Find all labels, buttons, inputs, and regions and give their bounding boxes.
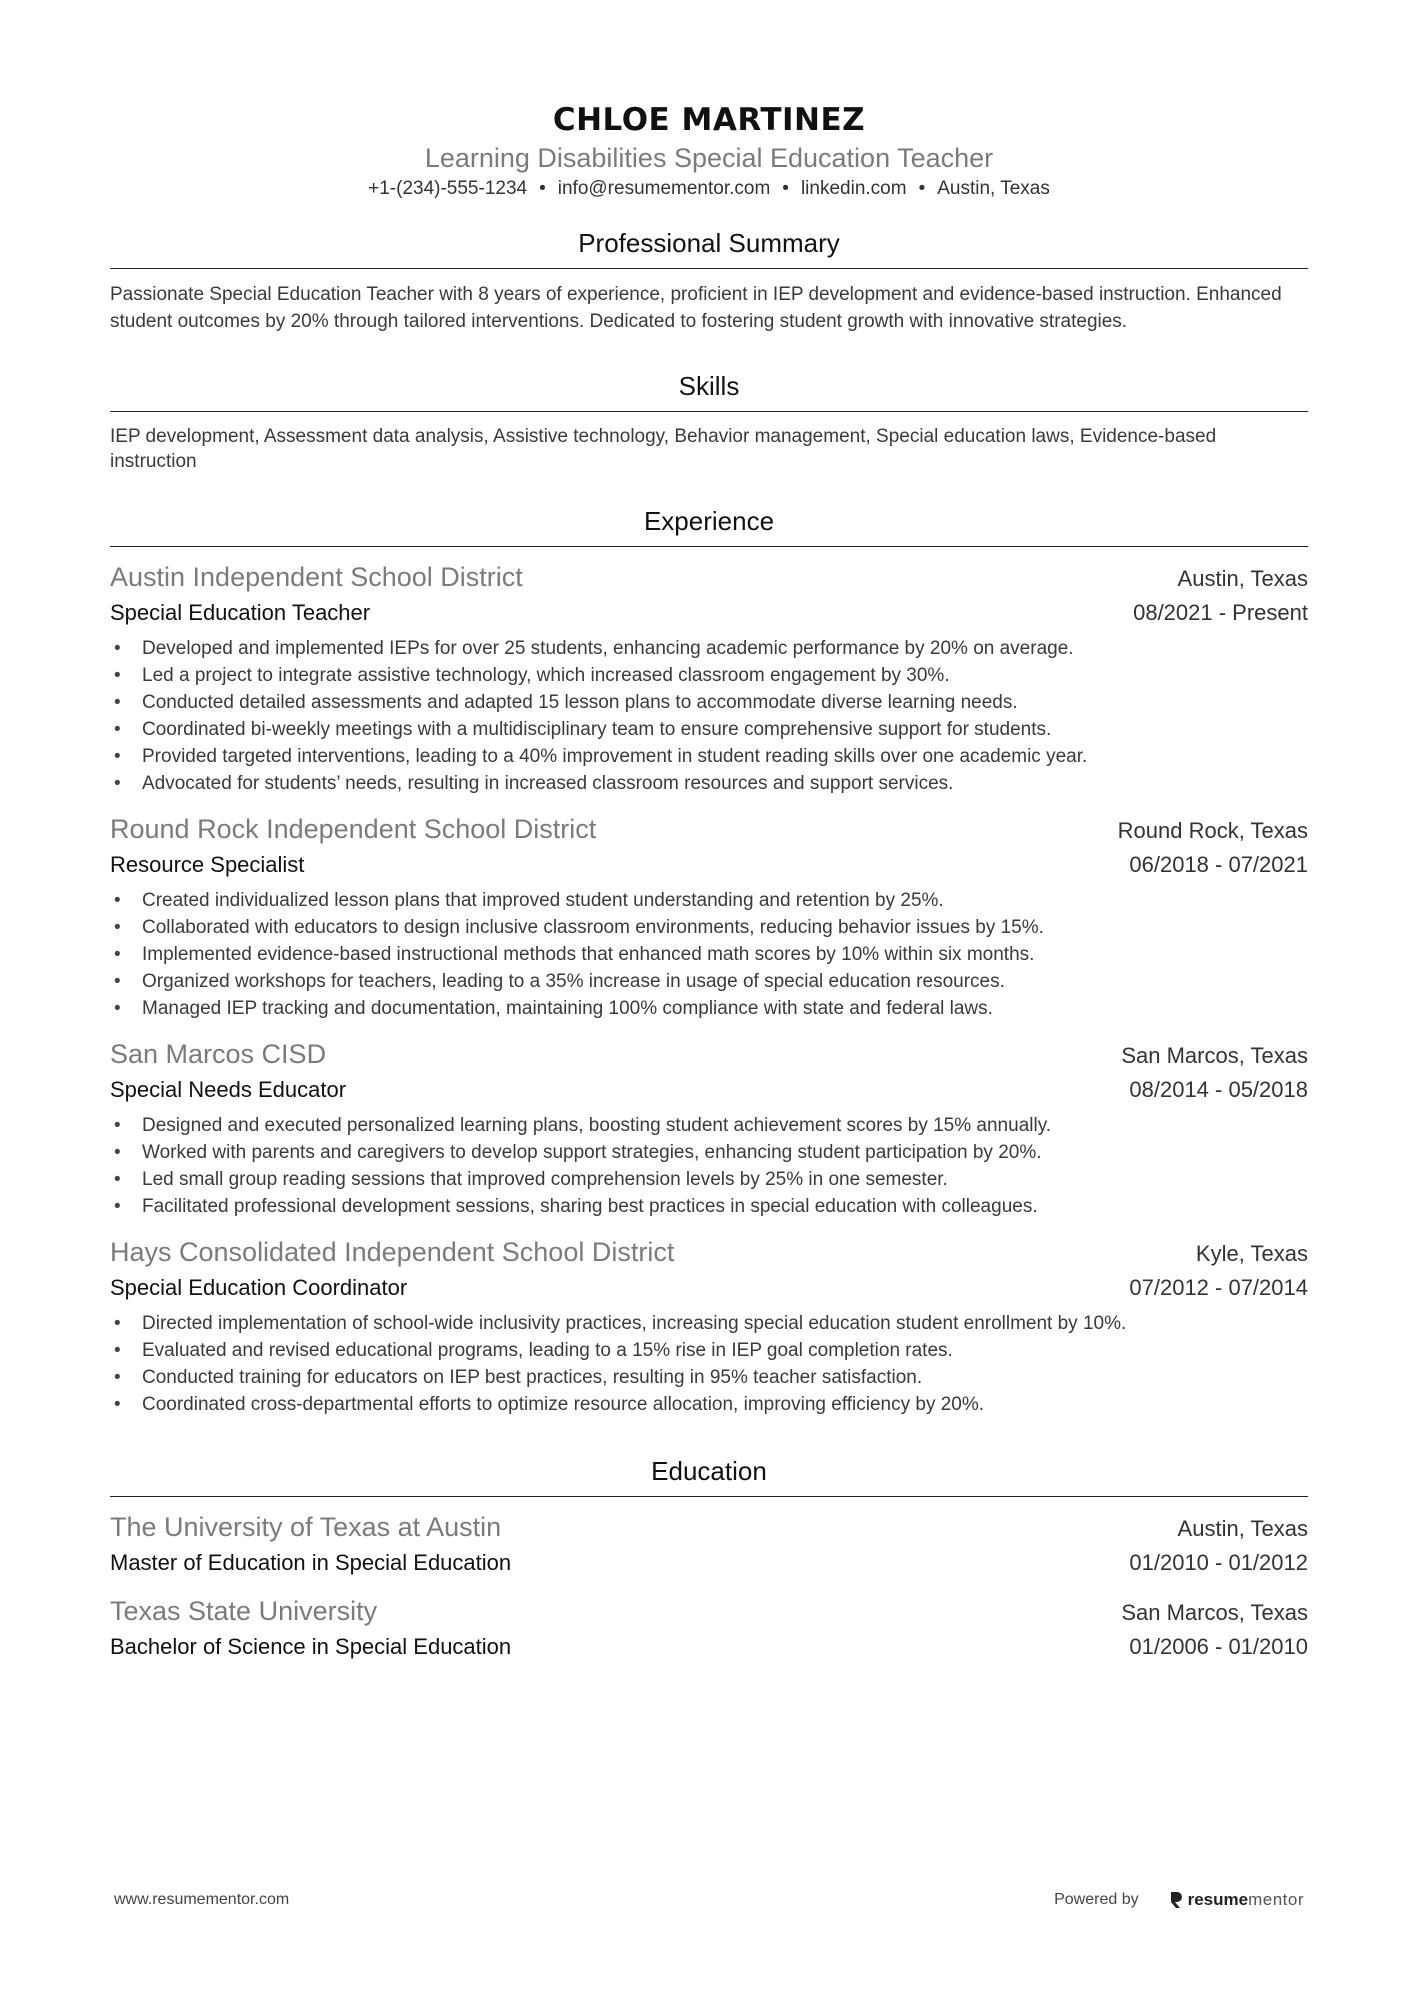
brand-text-bold: resume bbox=[1187, 1890, 1249, 1909]
education-list bbox=[110, 1509, 1308, 1663]
experience-header-row bbox=[110, 811, 1308, 849]
achievement-item: • Facilitated professional development sessions, sharing best practices in special education with colleagues. bbox=[110, 1193, 1308, 1220]
powered-by-label: Powered by bbox=[1054, 1891, 1139, 1908]
achievement-item: • Led small group reading sessions that improved comprehension levels by 25% in one semester. bbox=[110, 1166, 1308, 1193]
education-dates: 01/2010 - 01/2012 bbox=[1129, 1550, 1308, 1575]
education-entry bbox=[110, 1509, 1308, 1579]
degree-name: Master of Education in Special Education bbox=[110, 1550, 512, 1575]
education-header-row bbox=[110, 1593, 1308, 1631]
achievement-list bbox=[110, 1112, 1308, 1220]
footer-branding bbox=[1054, 1890, 1304, 1910]
achievement-item: • Implemented evidence-based instructional methods that enhanced math scores by 10% within six months. bbox=[110, 941, 1308, 968]
experience-header-row bbox=[110, 1036, 1308, 1074]
experience-section bbox=[110, 504, 1308, 1418]
bullet-separator: • bbox=[539, 178, 546, 199]
candidate-name: CHLOE MARTINEZ bbox=[552, 102, 866, 138]
school-name: The University of Texas at Austin bbox=[110, 1512, 502, 1542]
education-entry bbox=[110, 1593, 1308, 1663]
page-footer bbox=[114, 1890, 1304, 1910]
section-heading: Professional Summary bbox=[110, 226, 1308, 269]
contact-linkedin[interactable]: linkedin.com bbox=[800, 178, 907, 199]
experience-role-row bbox=[110, 597, 1308, 629]
experience-entry bbox=[110, 559, 1308, 797]
job-location: Kyle, Texas bbox=[1195, 1241, 1308, 1266]
job-location: Round Rock, Texas bbox=[1117, 818, 1308, 843]
contact-location: Austin, Texas bbox=[937, 178, 1050, 199]
achievement-item: • Coordinated bi-weekly meetings with a multidisciplinary team to ensure comprehensive support for students. bbox=[110, 716, 1308, 743]
achievement-item: • Designed and executed personalized learning plans, boosting student achievement scores by 15% annually. bbox=[110, 1112, 1308, 1139]
employer-name: San Marcos CISD bbox=[110, 1039, 327, 1069]
job-role: Special Education Coordinator bbox=[110, 1275, 408, 1300]
education-header-row bbox=[110, 1509, 1308, 1547]
experience-entry bbox=[110, 1234, 1308, 1418]
employer-name: Round Rock Independent School District bbox=[110, 814, 597, 844]
job-dates: 06/2018 - 07/2021 bbox=[1129, 852, 1308, 877]
achievement-item: • Managed IEP tracking and documentation, maintaining 100% compliance with state and federal laws. bbox=[110, 995, 1308, 1022]
achievement-item: • Provided targeted interventions, leading to a 40% improvement in student reading skills over one academic year. bbox=[110, 743, 1308, 770]
achievement-item: • Collaborated with educators to design inclusive classroom environments, reducing behavior issues by 15%. bbox=[110, 914, 1308, 941]
resumementor-logo-icon bbox=[1169, 1891, 1183, 1909]
school-location: Austin, Texas bbox=[1177, 1516, 1308, 1541]
school-name: Texas State University bbox=[110, 1596, 378, 1626]
job-dates: 07/2012 - 07/2014 bbox=[1129, 1275, 1308, 1300]
bullet-separator: • bbox=[918, 178, 926, 199]
experience-entry bbox=[110, 811, 1308, 1022]
achievement-list bbox=[110, 887, 1308, 1022]
job-location: Austin, Texas bbox=[1177, 566, 1308, 591]
achievement-list bbox=[110, 635, 1308, 797]
achievement-item: • Organized workshops for teachers, leading to a 35% increase in usage of special education resources. bbox=[110, 968, 1308, 995]
experience-list bbox=[110, 559, 1308, 1418]
education-dates: 01/2006 - 01/2010 bbox=[1129, 1634, 1308, 1659]
summary-section bbox=[110, 226, 1308, 335]
experience-role-row bbox=[110, 849, 1308, 881]
education-degree-row bbox=[110, 1547, 1308, 1579]
contact-line bbox=[110, 176, 1308, 202]
section-heading: Experience bbox=[110, 504, 1308, 547]
achievement-item: • Led a project to integrate assistive technology, which increased classroom engagement by 30%. bbox=[110, 662, 1308, 689]
section-heading: Skills bbox=[110, 369, 1308, 412]
footer-website[interactable]: www.resumementor.com bbox=[114, 1891, 290, 1908]
school-location: San Marcos, Texas bbox=[1121, 1600, 1308, 1625]
brand-text-light: mentor bbox=[1248, 1890, 1304, 1909]
experience-role-row bbox=[110, 1272, 1308, 1304]
job-location: San Marcos, Texas bbox=[1121, 1043, 1308, 1068]
degree-name: Bachelor of Science in Special Education bbox=[110, 1634, 512, 1659]
achievement-item: • Developed and implemented IEPs for over 25 students, enhancing academic performance by 20% on average. bbox=[110, 635, 1308, 662]
experience-entry bbox=[110, 1036, 1308, 1220]
candidate-title: Learning Disabilities Special Education Teacher bbox=[424, 143, 994, 173]
section-heading: Education bbox=[110, 1454, 1308, 1497]
resume-page bbox=[110, 100, 1308, 1663]
contact-phone: +1-(234)-555-1234 bbox=[368, 178, 528, 199]
experience-role-row bbox=[110, 1074, 1308, 1106]
resume-header bbox=[110, 100, 1308, 202]
achievement-item: • Directed implementation of school-wide inclusivity practices, increasing special education student enrollment by 10%. bbox=[110, 1310, 1308, 1337]
education-section bbox=[110, 1454, 1308, 1663]
achievement-item: • Advocated for students’ needs, resulting in increased classroom resources and support services. bbox=[110, 770, 1308, 797]
achievement-item: • Conducted detailed assessments and adapted 15 lesson plans to accommodate diverse learning needs. bbox=[110, 689, 1308, 716]
achievement-item: • Coordinated cross-departmental efforts to optimize resource allocation, improving efficiency by 20%. bbox=[110, 1391, 1308, 1418]
achievement-item: • Worked with parents and caregivers to develop support strategies, enhancing student participation by 20%. bbox=[110, 1139, 1308, 1166]
achievement-item: • Evaluated and revised educational programs, leading to a 15% rise in IEP goal completion rates. bbox=[110, 1337, 1308, 1364]
bullet-separator: • bbox=[782, 178, 789, 199]
achievement-item: • Created individualized lesson plans that improved student understanding and retention by 25%. bbox=[110, 887, 1308, 914]
job-role: Special Education Teacher bbox=[110, 600, 371, 625]
employer-name: Austin Independent School District bbox=[110, 562, 523, 592]
employer-name: Hays Consolidated Independent School District bbox=[110, 1237, 675, 1267]
summary-text: Passionate Special Education Teacher with 8 years of experience, proficient in IEP development and evidence-based instruction. Enhanced student outcomes by 20% through tailored interventions. Dedicated to fostering student growth with innovative strategies. bbox=[110, 284, 1282, 332]
job-dates: 08/2014 - 05/2018 bbox=[1129, 1077, 1308, 1102]
brand-logo[interactable] bbox=[1169, 1890, 1304, 1910]
contact-email[interactable]: info@resumementor.com bbox=[557, 178, 771, 199]
experience-header-row bbox=[110, 559, 1308, 597]
skills-section bbox=[110, 369, 1308, 474]
job-role: Resource Specialist bbox=[110, 852, 305, 877]
job-dates: 08/2021 - Present bbox=[1133, 600, 1308, 625]
education-degree-row bbox=[110, 1631, 1308, 1663]
achievement-list bbox=[110, 1310, 1308, 1418]
experience-header-row bbox=[110, 1234, 1308, 1272]
achievement-item: • Conducted training for educators on IEP best practices, resulting in 95% teacher satisfaction. bbox=[110, 1364, 1308, 1391]
skills-text: IEP development, Assessment data analysis, Assistive technology, Behavior management, Special education laws, Evidence-based instruction bbox=[110, 426, 1217, 472]
job-role: Special Needs Educator bbox=[110, 1077, 347, 1102]
